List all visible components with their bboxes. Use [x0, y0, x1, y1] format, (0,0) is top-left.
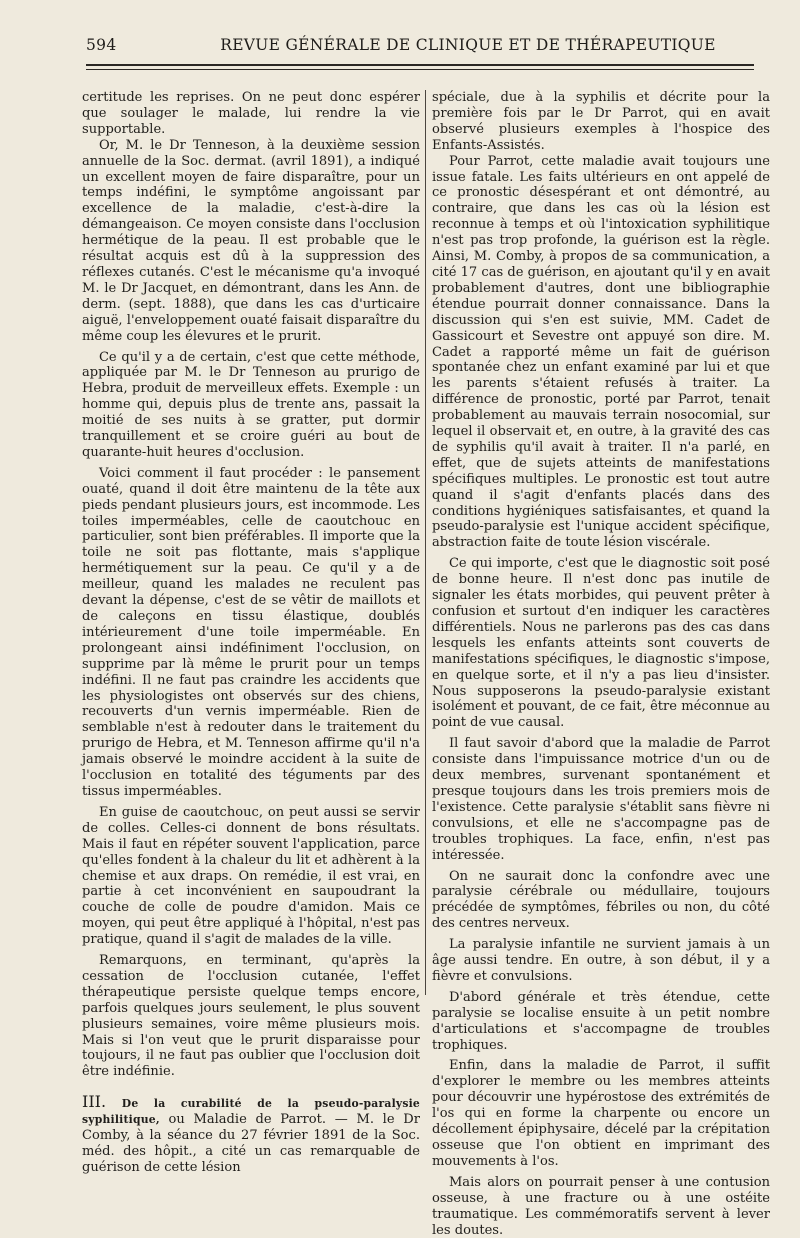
section-title: De la curabilité de la pseudo-paralysie syphilitique, — [82, 1097, 420, 1127]
right-column — [432, 90, 770, 1238]
column-divider — [425, 90, 426, 995]
left-column — [82, 90, 420, 1175]
paragraph: spéciale, due à la syphilis et décrite pour la première fois par le Dr Parrot, qui en avait observé plusieurs exemples à l'hospice des Enfants-Assistés. — [432, 90, 770, 153]
paragraph: Ce qui importe, c'est que le diagnostic soit posé de bonne heure. Il n'est donc pas inutile de signaler les états morbides, qui peuvent prêter à confusion et surtout d'en indiquer les caractères différentiels. Nous ne parlerons pas des cas dans lesquels les enfants atteints sont couverts de manifestations spécifiques, le diagnostic s'impose, en quelque sorte, et il n'y a pas lieu d'insister. Nous supposerons la pseudo-paralysie existant isolément et pouvant, de ce fait, être méconnue au point de vue causal. — [432, 556, 770, 731]
paragraph: Mais alors on pourrait penser à une contusion osseuse, à une fracture ou à une ostéite traumatique. Les commémoratifs servent à lever les doutes. — [432, 1174, 770, 1238]
section-number: III. — [82, 1092, 107, 1112]
paragraph: D'abord générale et très étendue, cette paralysie se localise ensuite à un petit nombre d'articulations et s'accompagne de troubles trophiques. — [432, 989, 770, 1053]
paragraph: Pour Parrot, cette maladie avait toujours une issue fatale. Les faits ultérieurs en ont appelé de ce pronostic désespérant et ont démontré, au contraire, que dans les cas où la lésion est reconnue à temps et où l'intoxication syphilitique n'est pas trop profonde, la guérison est la règle. Ainsi, M. Comby, à propos de sa communication, a cité 17 cas de guérison, en ajoutant qu'il y en avait probablement d'autres, dont une bibliographie étendue pourrait donner connaissance. Dans la discussion qui s'en est suivie, MM. Cadet de Gassicourt et Sevestre ont appuyé son dire. M. Cadet a rapporté même un fait de guérison spontanée chez un enfant examiné par lui et que les parents s'étaient refusés à traiter. La différence de pronostic, porté par Parrot, tenait probablement au mauvais terrain nosocomial, sur lequel il observait et, en outre, à la gravité des cas de syphilis qu'il avait à traiter. Il n'a parlé, en effet, que de sujets atteints de manifestations spécifiques multiples. Le pronostic est tout autre quand il s'agit d'enfants placés dans des conditions hygiéniques satisfaisantes, et quand la pseudo-paralysie est l'unique accident spécifique, abstraction faite de toute lésion viscérale. — [432, 153, 770, 551]
paragraph: Ce qu'il y a de certain, c'est que cette méthode, appliquée par M. le Dr Tenneson au prurigo de Hebra, produit de merveilleux effets. Exemple : un homme qui, depuis plus de trente ans, passait la moitié de ses nuits à se gratter, put dormir tranquillement et se croire guéri au bout de quarante-huit heures d'occlusion. — [82, 349, 420, 460]
paragraph: En guise de caoutchouc, on peut aussi se servir de colles. Celles-ci donnent de bons résultats. Mais il faut en répéter souvent l'application, parce qu'elles fondent à la chaleur du lit et adhèrent à la chemise et aux draps. On remédie, il est vrai, en partie à cet inconvénient en saupoudrant la couche de colle de poudre d'amidon. Mais ce moyen, qui peut être appliqué à l'hôpital, n'est pas pratique, quand il s'agit de malades de la ville. — [82, 804, 420, 948]
section-text: ou Maladie de Parrot. — M. le Dr Comby, à la séance du 27 février 1891 de la Soc. méd. des hôpit., a cité un cas remarquable de guérison de cette lésion — [82, 1112, 420, 1175]
paragraph: Enfin, dans la maladie de Parrot, il suffit d'explorer le membre ou les membres atteints pour découvrir une hypérostose des extrémités de l'os qui en forme la charpente ou encore un décollement épiphysaire, décelé par la crépitation osseuse que l'on obtient en imprimant des mouvements à l'os. — [432, 1058, 770, 1169]
paragraph: Remarquons, en terminant, qu'après la cessation de l'occlusion cutanée, l'effet thérapeutique persiste quelque temps encore, parfois quelques jours seulement, le plus souvent plusieurs semaines, voire même plusieurs mois. Mais si l'on veut que le prurit disparaisse pour toujours, il ne faut pas oublier que l'occlusion doit être indéfinie. — [82, 953, 420, 1080]
page-number: 594 — [86, 36, 117, 54]
paragraph: On ne saurait donc la confondre avec une paralysie cérébrale ou médullaire, toujours précédée de symptômes, fébriles ou non, du côté des centres nerveux. — [432, 868, 770, 932]
paragraph: La paralysie infantile ne survient jamais à un âge aussi tendre. En outre, à son début, il y a fièvre et convulsions. — [432, 937, 770, 984]
page-header — [86, 34, 750, 58]
section-paragraph — [82, 1094, 420, 1176]
paragraph: Or, M. le Dr Tenneson, à la deuxième session annuelle de la Soc. dermat. (avril 1891), a indiqué un excellent moyen de faire disparaître, pour un temps indéfini, le symptôme angoissant par excellence de la maladie, c'est-à-dire la démangeaison. Ce moyen consiste dans l'occlusion hermétique de la peau. Il est probable que le résultat acquis est dû à la suppression des réflexes cutanés. C'est le mécanisme qu'a invoqué M. le Dr Jacquet, en démontrant, dans les Ann. de derm. (sept. 1888), que dans les cas d'urticaire aiguë, l'enveloppement ouaté faisait disparaître du même coup les élevures et le prurit. — [82, 137, 420, 344]
paragraph: Voici comment il faut procéder : le pansement ouaté, quand il doit être maintenu de la tête aux pieds pendant plusieurs jours, est incommode. Les toiles imperméables, celle de caoutchouc en particulier, sont bien préférables. Il importe que la toile ne soit pas flottante, mais s'applique hermétiquement sur la peau. Ce qu'il y a de meilleur, quand les malades ne reculent pas devant la dépense, c'est de se vêtir de maillots et de caleçons en tissu élastique, doublés intérieurement d'une toile imperméable. En prolongeant ainsi indéfiniment l'occlusion, on supprime par là même le prurit pour un temps indéfini. Il ne faut pas craindre les accidents que les physiologistes ont observés sur des chiens, recouverts d'un vernis imperméable. Rien de semblable n'est à redouter dans le traitement du prurigo de Hebra, et M. Tenneson affirme qu'il n'a jamais observé le moindre accident à la suite de l'occlusion en totalité des téguments par des tissus imperméables. — [82, 465, 420, 799]
paragraph: certitude les reprises. On ne peut donc espérer que soulager le malade, lui rendre la vie supportable. — [82, 90, 420, 137]
running-title: REVUE GÉNÉRALE DE CLINIQUE ET DE THÉRAPEUTIQUE — [220, 36, 716, 54]
header-rule-thick — [86, 64, 754, 66]
paragraph: Il faut savoir d'abord que la maladie de Parrot consiste dans l'impuissance motrice d'un ou de deux membres, survenant spontanément et presque toujours dans les trois premiers mois de l'existence. Cette paralysie s'établit sans fièvre ni convulsions, et elle ne s'accompagne pas de troubles trophiques. La face, enfin, n'est pas intéressée. — [432, 736, 770, 863]
header-rule-thin — [86, 69, 754, 70]
